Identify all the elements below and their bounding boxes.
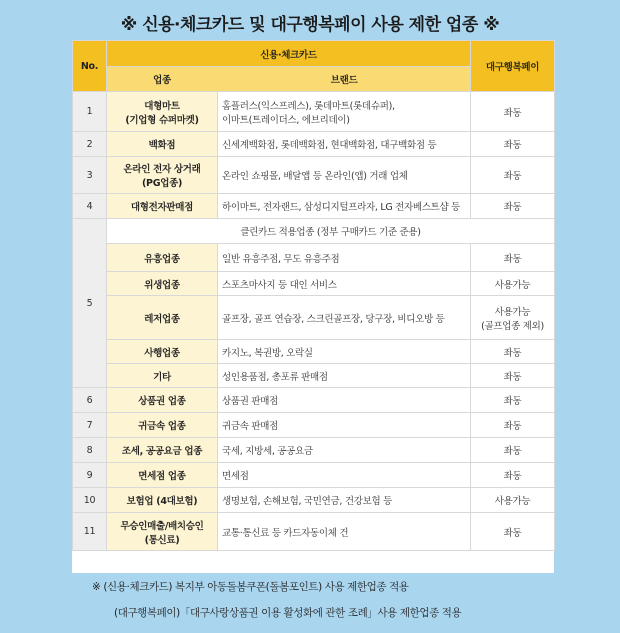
row-number: 5 — [73, 219, 107, 388]
row-number: 7 — [73, 413, 107, 438]
header-card-group: 신용·체크카드 — [107, 41, 471, 67]
header-brand: 브랜드 — [218, 67, 471, 92]
row-brand: 골프장, 골프 연습장, 스크린골프장, 당구장, 비디오방 등 — [218, 296, 471, 340]
header-no: No. — [73, 41, 107, 92]
row-pay-status: 좌동 — [471, 340, 555, 364]
row-number: 9 — [73, 463, 107, 488]
row-number: 6 — [73, 388, 107, 413]
footnote-card: ※ (신용·체크카드) 복지부 아동돌봄쿠폰(돌봄포인트) 사용 제한업종 적용 — [92, 581, 409, 593]
row-brand: 신세계백화점, 롯데백화점, 현대백화점, 대구백화점 등 — [218, 132, 471, 157]
footnote-pay: (대구행복페이)「대구사랑상품권 이용 활성화에 관한 조례」사용 제한업종 적용 — [114, 607, 462, 619]
row-category: 보험업 (4대보험) — [107, 488, 218, 513]
row-category: 백화점 — [107, 132, 218, 157]
row-category: 위생업종 — [107, 272, 218, 296]
row-brand: 면세점 — [218, 463, 471, 488]
row-number: 11 — [73, 513, 107, 551]
row-brand: 홈플러스(익스프레스), 롯데마트(롯데슈퍼), 이마트(트레이더스, 에브리데이) — [218, 92, 471, 132]
row-brand: 하이마트, 전자랜드, 삼성디지털프라자, LG 전자베스트샵 등 — [218, 194, 471, 219]
table-body — [73, 92, 555, 551]
row-brand: 상품권 판매점 — [218, 388, 471, 413]
table-row — [73, 513, 555, 551]
row-pay-status: 좌동 — [471, 388, 555, 413]
row-category: 대형전자판매점 — [107, 194, 218, 219]
row-pay-status: 좌동 — [471, 92, 555, 132]
row-pay-status: 좌동 — [471, 244, 555, 272]
table-row — [73, 488, 555, 513]
table-row — [73, 340, 555, 364]
row-category: 사행업종 — [107, 340, 218, 364]
row-brand: 교통·통신료 등 카드자동이체 건 — [218, 513, 471, 551]
row-number: 4 — [73, 194, 107, 219]
table-row — [73, 194, 555, 219]
page-title: ※ 신용·체크카드 및 대구행복페이 사용 제한 업종 ※ — [120, 15, 500, 35]
row-number: 1 — [73, 92, 107, 132]
row-pay-status: 좌동 — [471, 364, 555, 388]
restriction-table-card — [72, 40, 554, 573]
row-brand: 귀금속 판매점 — [218, 413, 471, 438]
row-category: 대형마트 (기업형 슈퍼마켓) — [107, 92, 218, 132]
row-number: 10 — [73, 488, 107, 513]
row-category: 귀금속 업종 — [107, 413, 218, 438]
table-row — [73, 296, 555, 340]
row-brand: 카지노, 복권방, 오락실 — [218, 340, 471, 364]
row-category: 무승인매출/배치승인 (통신료) — [107, 513, 218, 551]
row-pay-status: 좌동 — [471, 132, 555, 157]
row-number: 3 — [73, 157, 107, 194]
row-brand: 온라인 쇼핑몰, 배달앱 등 온라인(앱) 거래 업체 — [218, 157, 471, 194]
row-pay-status: 좌동 — [471, 194, 555, 219]
restriction-table — [72, 40, 555, 551]
table-row — [73, 92, 555, 132]
row-pay-status: 좌동 — [471, 513, 555, 551]
row-brand: 스포츠마사지 등 대인 서비스 — [218, 272, 471, 296]
table-row — [73, 413, 555, 438]
row-pay-status: 좌동 — [471, 413, 555, 438]
row-brand: 국세, 지방세, 공공요금 — [218, 438, 471, 463]
row-category: 온라인 전자 상거래 (PG업종) — [107, 157, 218, 194]
header-pay: 대구행복페이 — [471, 41, 555, 92]
clean-card-note: 클린카드 적용업종 (정부 구매카드 기준 준용) — [107, 219, 555, 244]
row-number: 8 — [73, 438, 107, 463]
row-category: 유흥업종 — [107, 244, 218, 272]
row-category: 기타 — [107, 364, 218, 388]
table-row — [73, 463, 555, 488]
row-category: 면세점 업종 — [107, 463, 218, 488]
row-number: 2 — [73, 132, 107, 157]
row-category: 조세, 공공요금 업종 — [107, 438, 218, 463]
table-row — [73, 219, 555, 244]
table-row — [73, 388, 555, 413]
row-pay-status: 사용가능 (골프업종 제외) — [471, 296, 555, 340]
row-brand: 성인용품점, 총포류 판매점 — [218, 364, 471, 388]
row-brand: 생명보험, 손해보험, 국민연금, 건강보험 등 — [218, 488, 471, 513]
row-brand: 일반 유흥주점, 무도 유흥주점 — [218, 244, 471, 272]
row-pay-status: 좌동 — [471, 438, 555, 463]
table-row — [73, 364, 555, 388]
row-category: 레저업종 — [107, 296, 218, 340]
table-row — [73, 244, 555, 272]
table-row — [73, 157, 555, 194]
row-pay-status: 사용가능 — [471, 272, 555, 296]
table-row — [73, 272, 555, 296]
row-pay-status: 좌동 — [471, 463, 555, 488]
row-category: 상품권 업종 — [107, 388, 218, 413]
row-pay-status: 사용가능 — [471, 488, 555, 513]
header-category: 업종 — [107, 67, 218, 92]
table-row — [73, 438, 555, 463]
row-pay-status: 좌동 — [471, 157, 555, 194]
table-row — [73, 132, 555, 157]
